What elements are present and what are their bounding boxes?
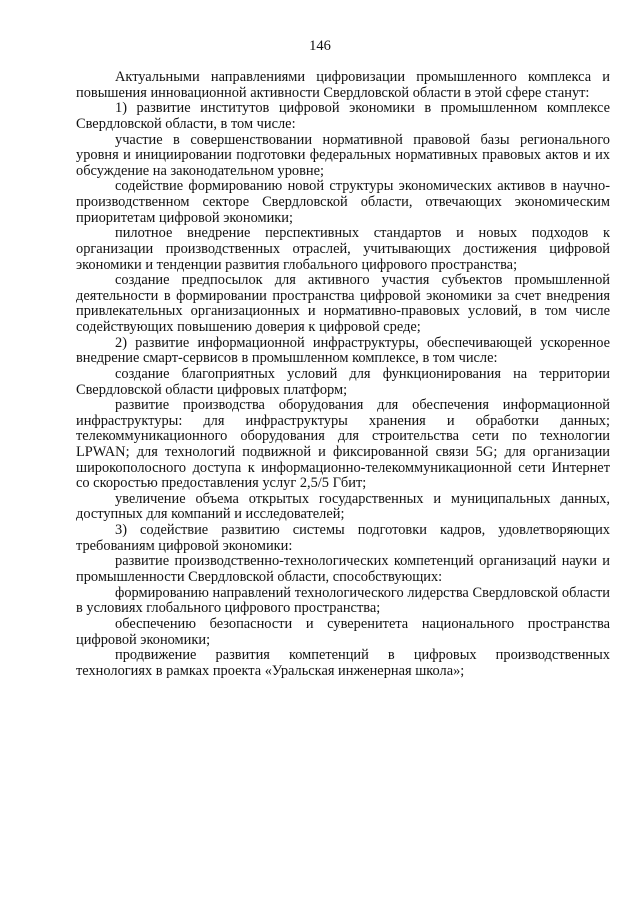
paragraph-item-1: 1) развитие институтов цифровой экономики в промышленном комплексе Свердловской области, в том числе: [76,100,610,132]
paragraph-subitem: увеличение объема открытых государственных и муниципальных данных, доступных для компаний и исследователей; [76,490,610,523]
paragraph-subitem: содействие формированию новой структуры экономических активов в научно-производственном секторе Свердловской области, отвечающих экономическим приоритетам цифровой экономики; [76,178,610,226]
paragraph-subitem: создание благоприятных условий для функционирования на территории Свердловской области цифровых платформ; [76,365,610,398]
page-number: 146 [309,38,331,54]
paragraph-intro: Актуальными направлениями цифровизации промышленного комплекса и повышения инновационной активности Свердловской области в этой сфере станут: [76,69,610,101]
paragraph-subitem: развитие производственно-технологических компетенций организаций науки и промышленности Свердловской области, способствующих: [76,553,610,586]
paragraph-subitem: формированию направлений технологического лидерства Свердловской области в условиях глобального цифрового пространства; [76,584,610,617]
paragraph-subitem: продвижение развития компетенций в цифровых производственных технологиях в рамках проекта «Уральская инженерная школа»; [76,647,610,679]
paragraph-subitem: пилотное внедрение перспективных стандартов и новых подходов к организации производственных отраслей, учитывающих достижения цифровой экономики и тенденции развития глобального цифрового пространства; [76,225,610,273]
paragraph-subitem: участие в совершенствовании нормативной правовой базы регионального уровня и инициировании подготовки федеральных нормативных правовых актов и их обсуждение на законодательном уровне; [76,131,610,179]
paragraph-item-3: 3) содействие развитию системы подготовки кадров, удовлетворяющих требованиям цифровой экономики: [76,522,610,554]
paragraph-subitem: развитие производства оборудования для обеспечения информационной инфраструктуры: для инфраструктуры хранения и обработки данных; телекоммуникационного оборудования для строительства сети по технологии LPWAN; для технологий подвижной и фиксированной связи 5G; для организации широкополосного доступа к информационно-телекоммуникационной сети Интернет со скоростью предоставления услуг 2,5/5 Гбит; [76,397,610,492]
document-body [76,70,610,680]
paragraph-subitem: обеспечению безопасности и суверенитета национального пространства цифровой экономики; [76,616,610,648]
paragraph-subitem: создание предпосылок для активного участия субъектов промышленной деятельности в формировании пространства цифровой экономики за счет внедрения привлекательных организационных и нормативно-правовых условий, в том числе содействующих повышению доверия к цифровой среде; [76,272,610,335]
paragraph-item-2: 2) развитие информационной инфраструктуры, обеспечивающей ускоренное внедрение смарт-сервисов в промышленном комплексе, в том числе: [76,334,610,367]
